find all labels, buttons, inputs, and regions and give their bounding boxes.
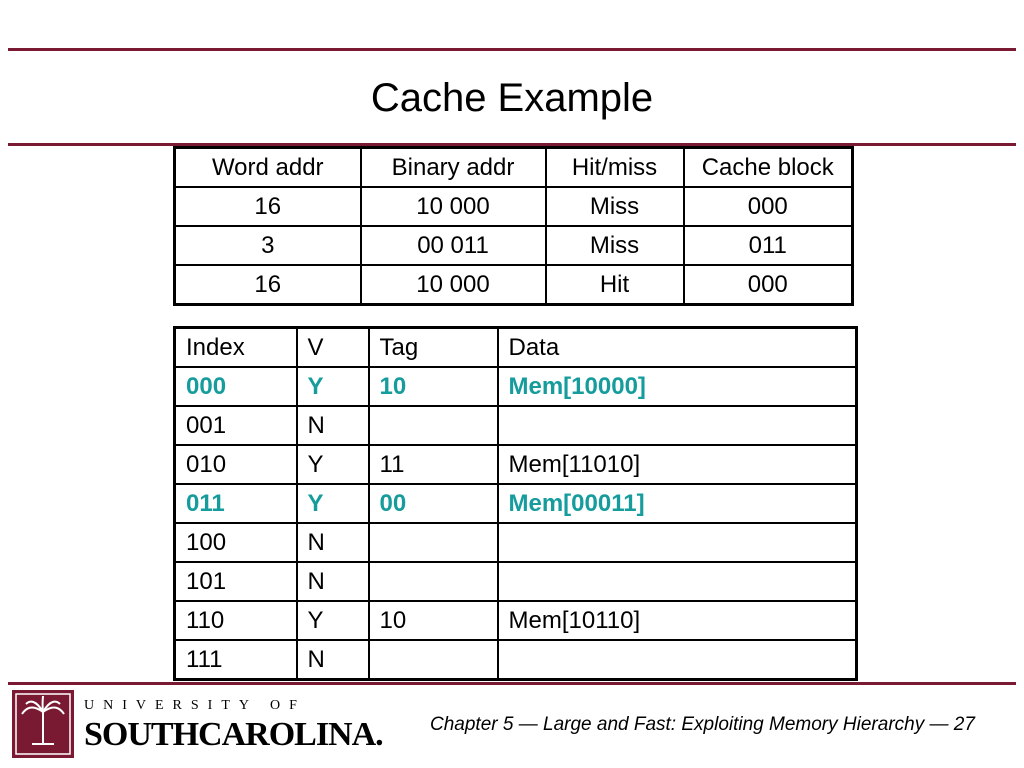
logo-university-text: UNIVERSITY OF [84,698,306,713]
header-cell: Cache block [684,148,853,188]
table-cell: 3 [175,226,361,265]
table-cell: 011 [175,484,297,523]
table-cell: 011 [684,226,853,265]
table-cell: Y [297,367,369,406]
table-cell [498,523,857,562]
table-cell: 11 [369,445,498,484]
header-cell: V [297,328,369,368]
header-cell: Data [498,328,857,368]
cache-table [173,326,858,681]
table-cell: 000 [684,187,853,226]
table-cell: 100 [175,523,297,562]
top-rule [8,48,1016,51]
table-cell [498,562,857,601]
slide-footer: Chapter 5 — Large and Fast: Exploiting Memory Hierarchy — 27 [430,714,975,735]
table-cell: Miss [546,187,684,226]
table-cell: Mem[10110] [498,601,857,640]
header-cell: Tag [369,328,498,368]
table-row [175,523,857,562]
table-cell [498,640,857,680]
table-row [175,187,853,226]
table-row [175,601,857,640]
university-logo [12,690,383,762]
table-cell: N [297,523,369,562]
table-cell: Hit [546,265,684,305]
table-cell [369,640,498,680]
footer-rule [8,682,1016,685]
table-cell: Y [297,445,369,484]
table-row [175,226,853,265]
header-cell: Binary addr [361,148,546,188]
logo-name-text: SOUTHCAROLINA. [84,716,383,753]
table-cell: N [297,406,369,445]
slide-title: Cache Example [370,76,654,120]
table-cell: N [297,562,369,601]
table-cell: 10 000 [361,187,546,226]
header-cell: Hit/miss [546,148,684,188]
access-table [173,146,854,306]
table-row [175,562,857,601]
table-cell: Miss [546,226,684,265]
palmetto-logo-icon [12,690,74,758]
header-cell: Index [175,328,297,368]
table-row [175,640,857,680]
table-header-row [175,328,857,368]
table-cell: 010 [175,445,297,484]
table-cell: 101 [175,562,297,601]
table-cell: 16 [175,265,361,305]
table-cell [369,406,498,445]
table-cell: 00 011 [361,226,546,265]
table-row-highlighted [175,484,857,523]
table-cell: 10 000 [361,265,546,305]
table-cell [498,406,857,445]
table-cell [369,523,498,562]
table-cell: 16 [175,187,361,226]
table-cell: Mem[10000] [498,367,857,406]
table-cell: 000 [175,367,297,406]
table-cell: Y [297,484,369,523]
table-cell: 111 [175,640,297,680]
table-cell: Mem[11010] [498,445,857,484]
table-cell: Mem[00011] [498,484,857,523]
table-cell: 10 [369,601,498,640]
table-row [175,406,857,445]
table-row-highlighted [175,367,857,406]
table-header-row [175,148,853,188]
table-cell: N [297,640,369,680]
table-cell: 10 [369,367,498,406]
header-cell: Word addr [175,148,361,188]
table-row [175,265,853,305]
table-cell: 00 [369,484,498,523]
table-row [175,445,857,484]
table-cell [369,562,498,601]
table-cell: 001 [175,406,297,445]
table-cell: Y [297,601,369,640]
table-cell: 000 [684,265,853,305]
table-cell: 110 [175,601,297,640]
